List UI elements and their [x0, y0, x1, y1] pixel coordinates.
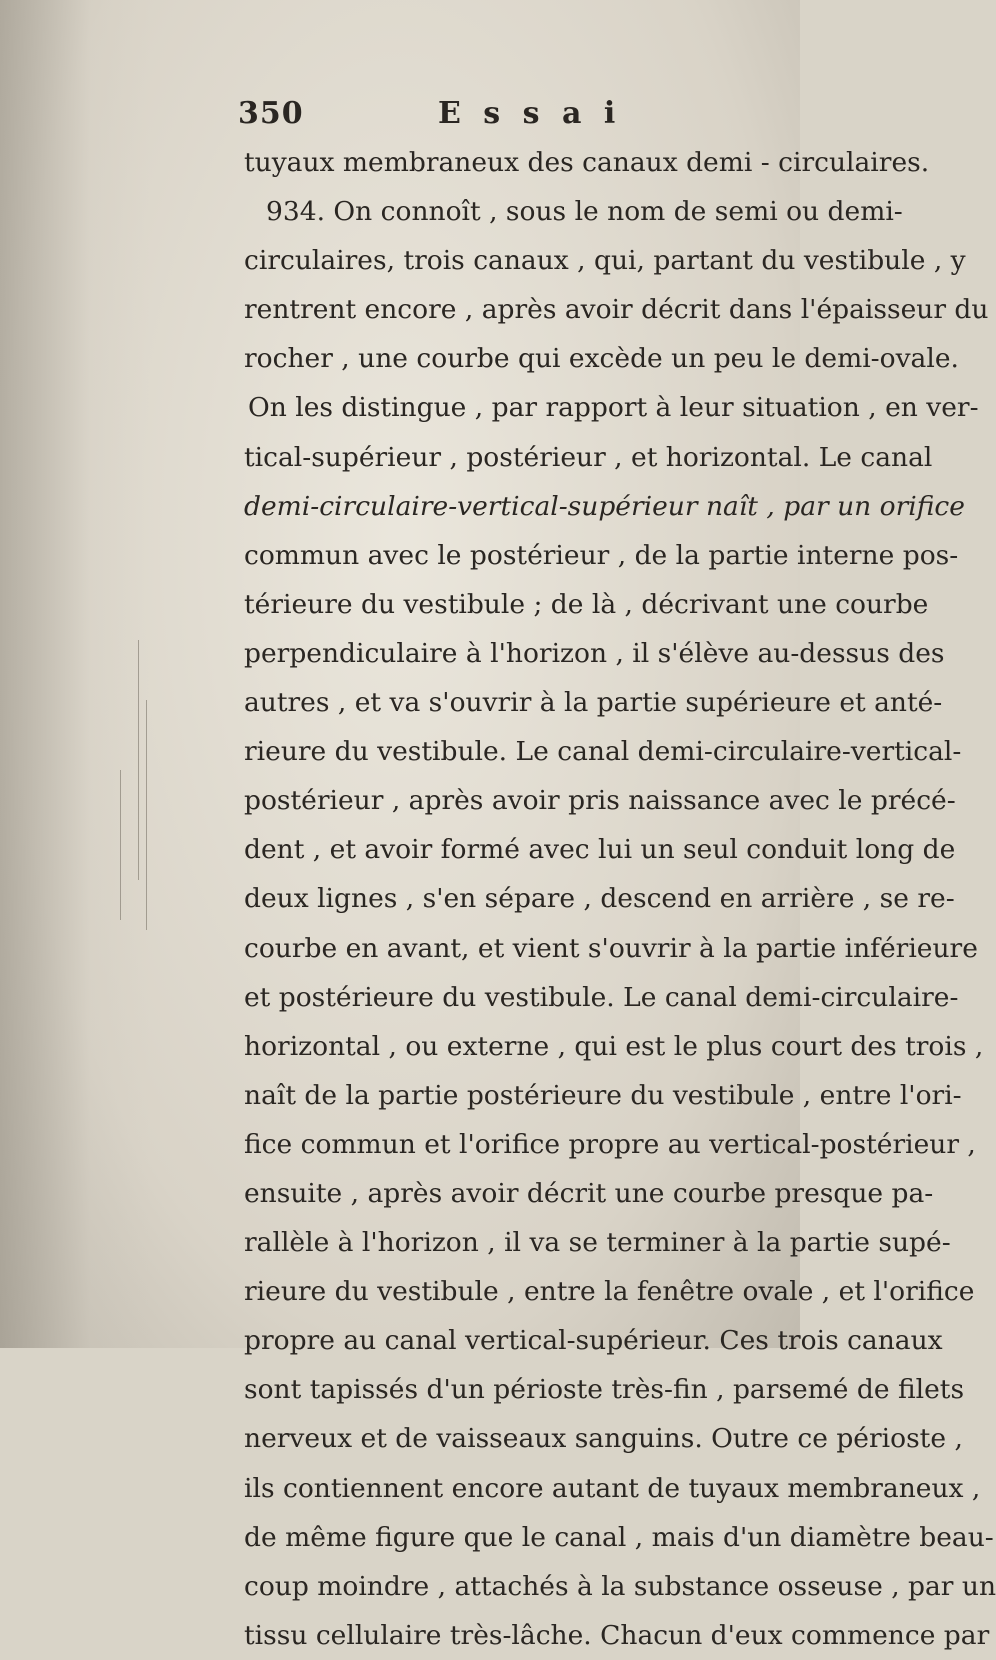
- text-line: nerveux et de vaisseaux sanguins. Outre ce périoste ,: [244, 1423, 963, 1455]
- text-line: ensuite , après avoir décrit une courbe presque pa-: [244, 1177, 934, 1209]
- page-gutter-shadow: [0, 0, 150, 1348]
- text-line: autres , et va s'ouvrir à la partie supérieure et anté-: [244, 687, 943, 719]
- page-number: 350: [238, 96, 304, 131]
- text-line: horizontal , ou externe , qui est le plus court des trois ,: [244, 1030, 984, 1062]
- text-line: rentrent encore , après avoir décrit dans l'épaisseur du: [244, 294, 989, 326]
- running-title: E s s a i: [438, 96, 622, 131]
- text-line: circulaires, trois canaux , qui, partant du vestibule , y: [244, 245, 966, 277]
- text-line: demi-circulaire-vertical-supérieur naît , par un orifice: [244, 490, 965, 522]
- text-line: dent , et avoir formé avec lui un seul conduit long de: [244, 834, 956, 866]
- text-line: deux lignes , s'en sépare , descend en arrière , se re-: [244, 883, 955, 915]
- text-line: naît de la partie postérieure du vestibule , entre l'ori-: [244, 1079, 962, 1111]
- gutter-edge: [120, 770, 121, 920]
- gutter-edge: [146, 700, 147, 930]
- text-line: fice commun et l'orifice propre au vertical-postérieur ,: [244, 1128, 976, 1160]
- text-line: et postérieure du vestibule. Le canal demi-circulaire-: [244, 981, 959, 1013]
- text-line: térieure du vestibule ; de là , décrivant une courbe: [244, 588, 929, 620]
- body-text: [244, 138, 996, 1660]
- text-line: On les distingue , par rapport à leur situation , en ver-: [248, 392, 979, 424]
- text-line: rallèle à l'horizon , il va se terminer à la partie supé-: [244, 1227, 951, 1259]
- text-line: perpendiculaire à l'horizon , il s'élève au-dessus des: [244, 637, 945, 669]
- text-line: tuyaux membraneux des canaux demi - circulaires.: [244, 147, 930, 178]
- text-line: ils contiennent encore autant de tuyaux membraneux ,: [244, 1472, 981, 1504]
- running-head: [238, 96, 798, 136]
- text-line: tissu cellulaire très-lâche. Chacun d'eux commence par: [244, 1619, 990, 1651]
- text-line: tical-supérieur , postérieur , et horizontal. Le canal: [244, 441, 933, 473]
- text-line: rocher , une courbe qui excède un peu le demi-ovale.: [244, 343, 959, 375]
- text-line: sont tapissés d'un périoste très-fin , parsemé de filets: [244, 1374, 965, 1406]
- text-line: rieure du vestibule. Le canal demi-circulaire-vertical-: [244, 736, 962, 768]
- text-line: rieure du vestibule , entre la fenêtre ovale , et l'orifice: [244, 1276, 975, 1308]
- text-line: courbe en avant, et vient s'ouvrir à la partie inférieure: [244, 932, 978, 964]
- text-line: 934. On connoît , sous le nom de semi ou demi-: [266, 196, 903, 228]
- text-line: de même figure que le canal , mais d'un diamètre beau-: [244, 1521, 994, 1553]
- text-line: postérieur , après avoir pris naissance avec le précé-: [244, 785, 956, 817]
- text-line: coup moindre , attachés à la substance osseuse , par un: [244, 1570, 996, 1602]
- text-line: propre au canal vertical-supérieur. Ces trois canaux: [244, 1325, 943, 1357]
- text-line: commun avec le postérieur , de la partie interne pos-: [244, 539, 959, 571]
- gutter-edge: [138, 640, 139, 880]
